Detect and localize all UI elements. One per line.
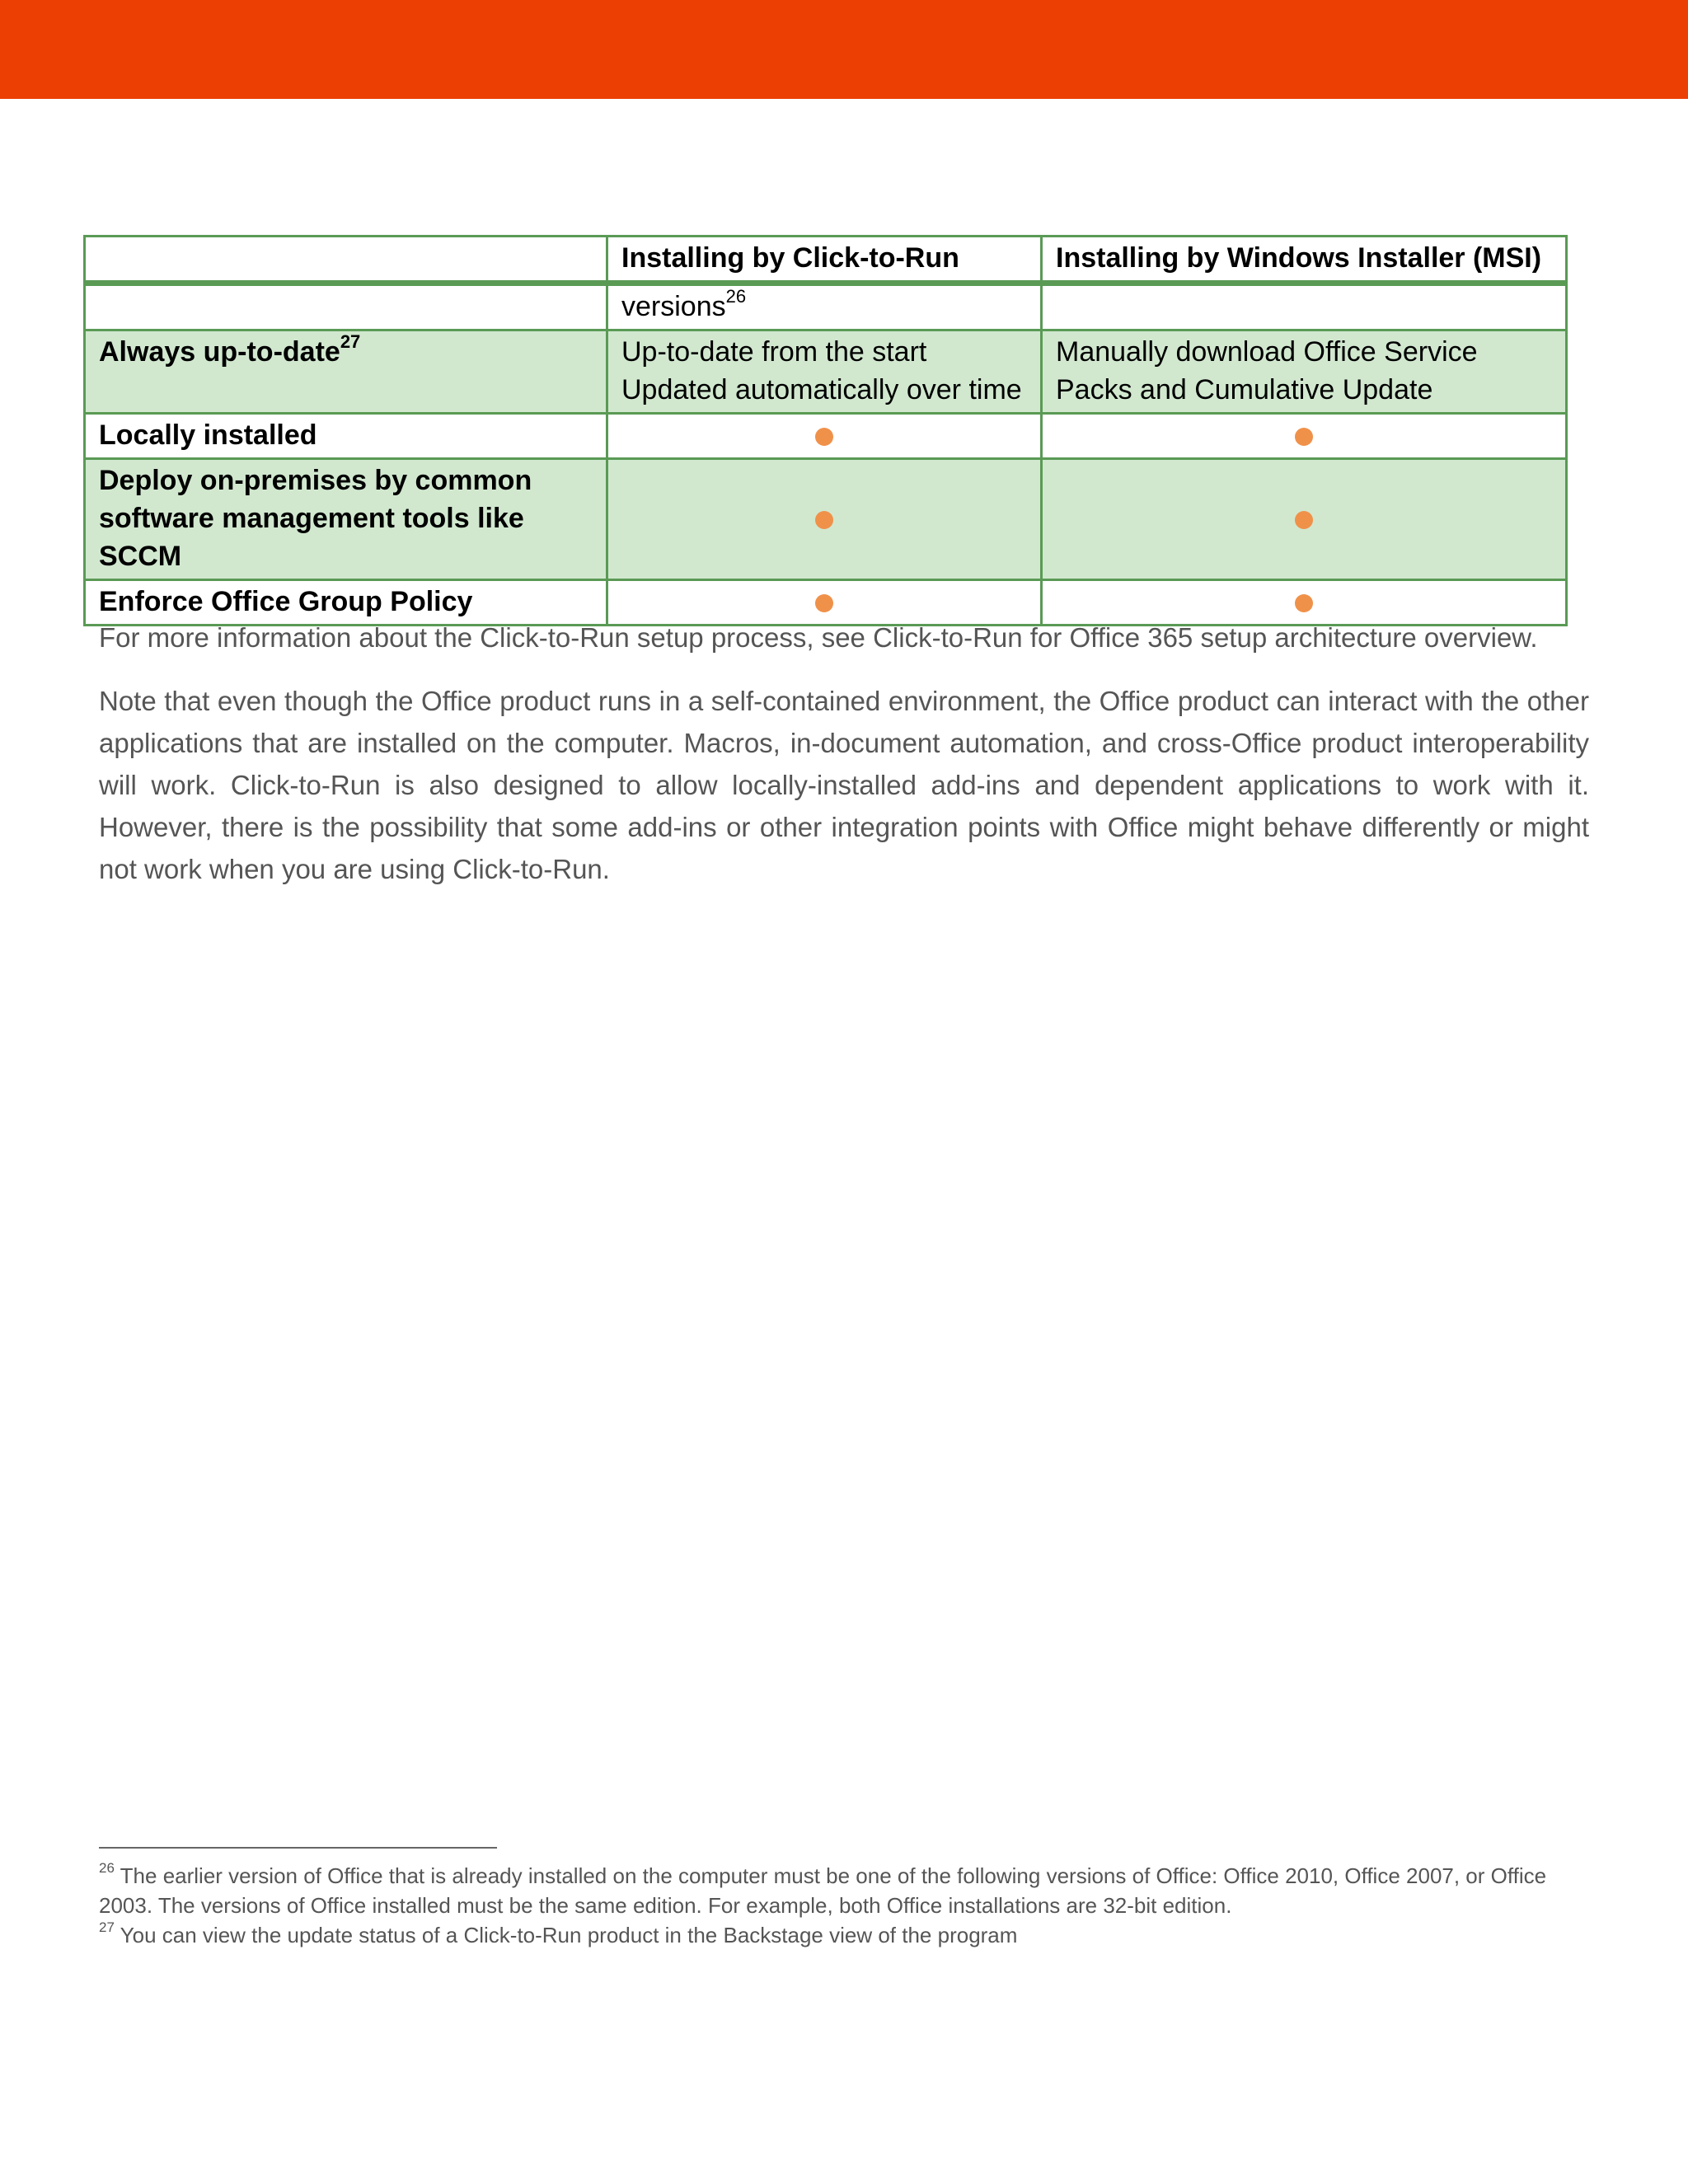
row-cell-msi xyxy=(1042,459,1567,580)
filled-dot-icon xyxy=(815,428,833,446)
row-cell-msi xyxy=(1042,414,1567,459)
info-paragraph: For more information about the Click-to-Run setup process, see Click-to-Run for Office 365 setup architecture overview. xyxy=(99,622,1538,653)
filled-dot-icon xyxy=(815,594,833,612)
top-color-band xyxy=(0,0,1688,99)
row-label-always-up-to-date: Always up-to-date$^{27}$ xyxy=(85,330,607,414)
footnote-ref-27: 27 xyxy=(340,330,361,352)
footnote-number: 27 xyxy=(99,1919,115,1936)
filled-dot-icon xyxy=(1295,428,1313,446)
table-header-row xyxy=(85,237,1567,284)
header-cell-click-to-run: Installing by Click-to-Run xyxy=(607,237,1042,284)
table-row xyxy=(85,284,1567,330)
table-row xyxy=(85,459,1567,580)
row-label-deploy-on-premises: Deploy on-premises by common software management tools like SCCM xyxy=(85,459,607,580)
row-label-locally-installed: Locally installed xyxy=(85,414,607,459)
row-cell-click-to-run xyxy=(607,284,1042,330)
row-cell-click-to-run xyxy=(607,459,1042,580)
filled-dot-icon xyxy=(1295,594,1313,612)
row-cell-click-to-run xyxy=(607,414,1042,459)
footnote-26 xyxy=(99,1861,1589,1920)
filled-dot-icon xyxy=(815,511,833,529)
table-row xyxy=(85,330,1567,414)
footnote-separator xyxy=(99,1847,497,1849)
row-label xyxy=(85,284,607,330)
row-cell-msi xyxy=(1042,330,1567,414)
footnotes xyxy=(99,1861,1589,1950)
row-cell-msi xyxy=(1042,284,1567,330)
note-paragraph: Note that even though the Office product runs in a self-contained environment, the Office product can interact with the other applications that are installed on the computer. Macros, in-document automation, and cross-Office product interoperability will work. Click-to-Run is also designed to allow locally-installed add-ins and dependent applications to work with it. However, there is the possibility that some add-ins or other integration points with Office might behave differently or might not work when you are using Click-to-Run. xyxy=(99,686,1589,884)
filled-dot-icon xyxy=(1295,511,1313,529)
versions-text: versions xyxy=(621,291,726,322)
row-label-group-policy: Enforce Office Group Policy xyxy=(85,580,607,626)
footnote-text: The earlier version of Office that is already installed on the computer must be one of the following versions of Office: Office 2010, Office 2007, or Office 2003. The versions of Office installed must be the same edition. For example, both Office installations are 32-bit edition. xyxy=(99,1863,1547,1918)
cell-line: Updated automatically over time xyxy=(621,374,1022,405)
footnote-text: You can view the update status of a Click-to-Run product in the Backstage view of the program xyxy=(114,1923,1018,1947)
cell-line: Up-to-date from the start xyxy=(621,336,927,368)
footnote-27 xyxy=(99,1920,1589,1950)
comparison-table xyxy=(83,235,1568,626)
table-row xyxy=(85,414,1567,459)
footnote-ref-26: 26 xyxy=(725,285,747,307)
header-cell-msi: Installing by Windows Installer (MSI) xyxy=(1042,237,1567,284)
row-cell-click-to-run xyxy=(607,330,1042,414)
header-cell-blank xyxy=(85,237,607,284)
footnote-number: 26 xyxy=(99,1860,115,1877)
cell-line: Manually download Office Service Packs and Cumulative Update xyxy=(1056,336,1478,405)
